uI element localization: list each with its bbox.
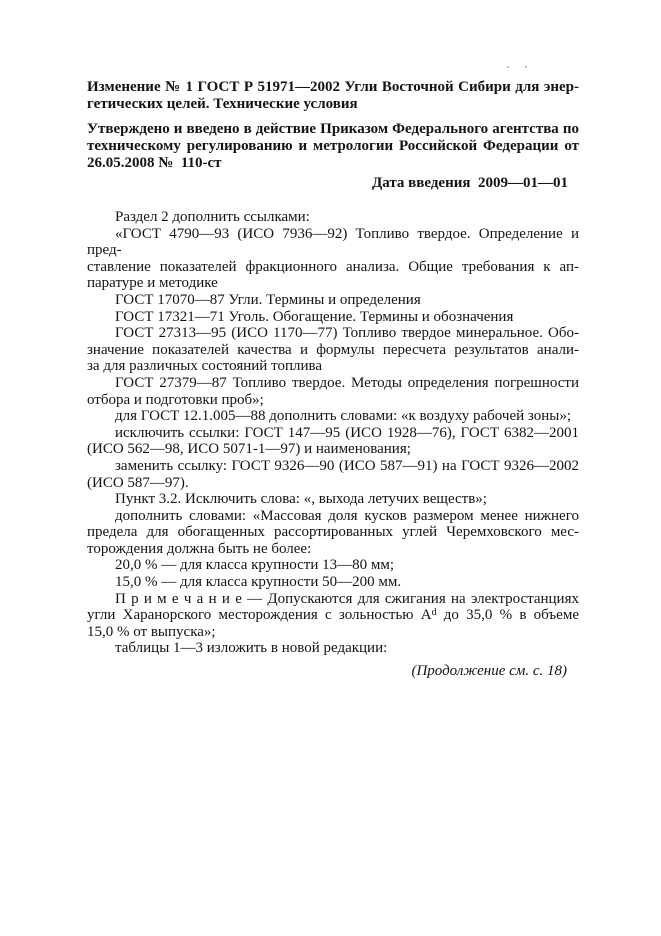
text-segment: отбора и подготовки проб»; <box>87 391 264 408</box>
text-line <box>87 309 579 326</box>
text-line <box>87 607 579 624</box>
text-segment: Раздел 2 дополнить ссылками: <box>115 209 310 225</box>
text-line <box>87 155 579 172</box>
text-segment: ГОСТ 17070—87 Угли. Термины и определения <box>115 291 421 308</box>
para-supplement-words <box>87 508 579 558</box>
approval-statement <box>87 121 579 172</box>
document-content <box>87 79 579 680</box>
text-segment: для ГОСТ 12.1.005—88 дополнить словами: «к воздуху рабочей зоны»; <box>115 408 571 425</box>
text-line <box>87 624 579 641</box>
continuation-note: (Продолжение см. с. 18) <box>411 663 567 680</box>
text-line <box>87 96 579 113</box>
text-segment: значение показателей качества и формулы пересчета результатов анали- <box>87 341 579 358</box>
para-limit-20 <box>87 557 579 574</box>
text-line <box>87 524 579 541</box>
para-gost-27313 <box>87 325 579 375</box>
text-segment: до 35,0 % в объеме <box>436 607 579 624</box>
text-segment: таблицы 1—3 изложить в новой редакции: <box>115 640 388 657</box>
amendment-title <box>87 79 579 113</box>
text-line <box>87 226 579 259</box>
text-segment: Изменение № 1 ГОСТ Р 51971—2002 Угли Восточной Сибири для энер- <box>87 79 579 95</box>
text-segment: ГОСТ 27379—87 Топливо твердое. Методы определения погрешности <box>115 374 579 391</box>
superscript-index: d <box>431 607 437 619</box>
text-line <box>87 591 579 608</box>
text-line <box>87 79 579 96</box>
document-body <box>87 209 579 657</box>
text-segment: ГОСТ 27313—95 (ИСО 1170—77) Топливо твердое минеральное. Обо- <box>115 325 579 342</box>
text-line <box>87 358 579 375</box>
text-segment: (ИСО 562—98, ИСО 5071-1—97) и наименования; <box>87 441 411 458</box>
text-segment: предела для обогащенных рассортированных углей Черемховского мес- <box>87 524 579 541</box>
text-segment: (ИСО 587—97). <box>87 474 189 491</box>
text-segment: 15,0 % от выпуска»; <box>87 623 216 640</box>
para-gost-4790 <box>87 226 579 292</box>
document-header <box>87 79 579 192</box>
para-section2-amend <box>87 209 579 226</box>
text-line <box>87 475 579 492</box>
text-line <box>87 574 579 591</box>
text-line <box>87 375 579 392</box>
text-line <box>87 138 579 155</box>
text-line <box>87 541 579 558</box>
text-segment: гетических целей. Технические условия <box>87 96 358 112</box>
para-note <box>87 591 579 641</box>
text-segment: заменить ссылку: ГОСТ 9326—90 (ИСО 587—91) на ГОСТ 9326—2002 <box>115 457 579 474</box>
text-segment: П р и м е ч а н и е — Допускаются для сжигания на электростанциях <box>115 590 579 607</box>
para-gost-27379 <box>87 375 579 408</box>
text-line <box>87 209 579 226</box>
scan-noise-mark: - · <box>505 62 533 73</box>
text-line <box>87 259 579 276</box>
text-line <box>87 121 579 138</box>
text-line <box>87 491 579 508</box>
text-segment: за для различных состояний топлива <box>87 358 323 375</box>
text-line <box>87 458 579 475</box>
text-segment: техническому регулированию и метрологии Российской Федерации от <box>87 138 579 154</box>
text-line <box>87 441 579 458</box>
text-line <box>87 508 579 525</box>
text-line <box>87 408 579 425</box>
text-line <box>87 557 579 574</box>
text-segment: Пункт 3.2. Исключить слова: «, выхода летучих веществ»; <box>115 491 487 508</box>
text-segment: Утверждено и введено в действие Приказом Федерального агентства по <box>87 121 579 137</box>
para-tables-1-3 <box>87 640 579 657</box>
text-segment: исключить ссылки: ГОСТ 147—95 (ИСО 1928—76), ГОСТ 6382—2001 <box>115 424 579 441</box>
text-segment: угли Харанорского месторождения с зольностью А <box>87 607 432 624</box>
para-limit-15 <box>87 574 579 591</box>
text-line <box>87 640 579 657</box>
text-line <box>87 425 579 442</box>
para-gost-17070 <box>87 292 579 309</box>
para-replace-ref <box>87 458 579 491</box>
text-line <box>87 292 579 309</box>
text-segment: торождения должна быть не более: <box>87 540 312 557</box>
text-segment: «ГОСТ 4790—93 (ИСО 7936—92) Топливо твердое. Определение и пред- <box>87 225 579 259</box>
text-segment: дополнить словами: «Массовая доля кусков размером менее нижнего <box>115 507 579 524</box>
text-segment: паратуре и методике <box>87 275 218 292</box>
text-line <box>87 342 579 359</box>
para-gost-12-1-005 <box>87 408 579 425</box>
para-exclude-refs <box>87 425 579 458</box>
text-segment: ставление показателей фракционного анализа. Общие требования к ап- <box>87 258 579 275</box>
text-segment: ГОСТ 17321—71 Уголь. Обогащение. Термины и обозначения <box>115 308 514 325</box>
text-segment: 15,0 % — для класса крупности 50—200 мм. <box>115 574 402 591</box>
text-line <box>87 325 579 342</box>
para-gost-17321 <box>87 309 579 326</box>
text-segment: 20,0 % — для класса крупности 13—80 мм; <box>115 557 395 574</box>
text-segment: 26.05.2008 № 110-ст <box>87 155 222 171</box>
text-line <box>87 392 579 409</box>
text-line <box>87 275 579 292</box>
para-clause-3-2 <box>87 491 579 508</box>
effective-date: Дата введения 2009—01—01 <box>371 175 568 191</box>
